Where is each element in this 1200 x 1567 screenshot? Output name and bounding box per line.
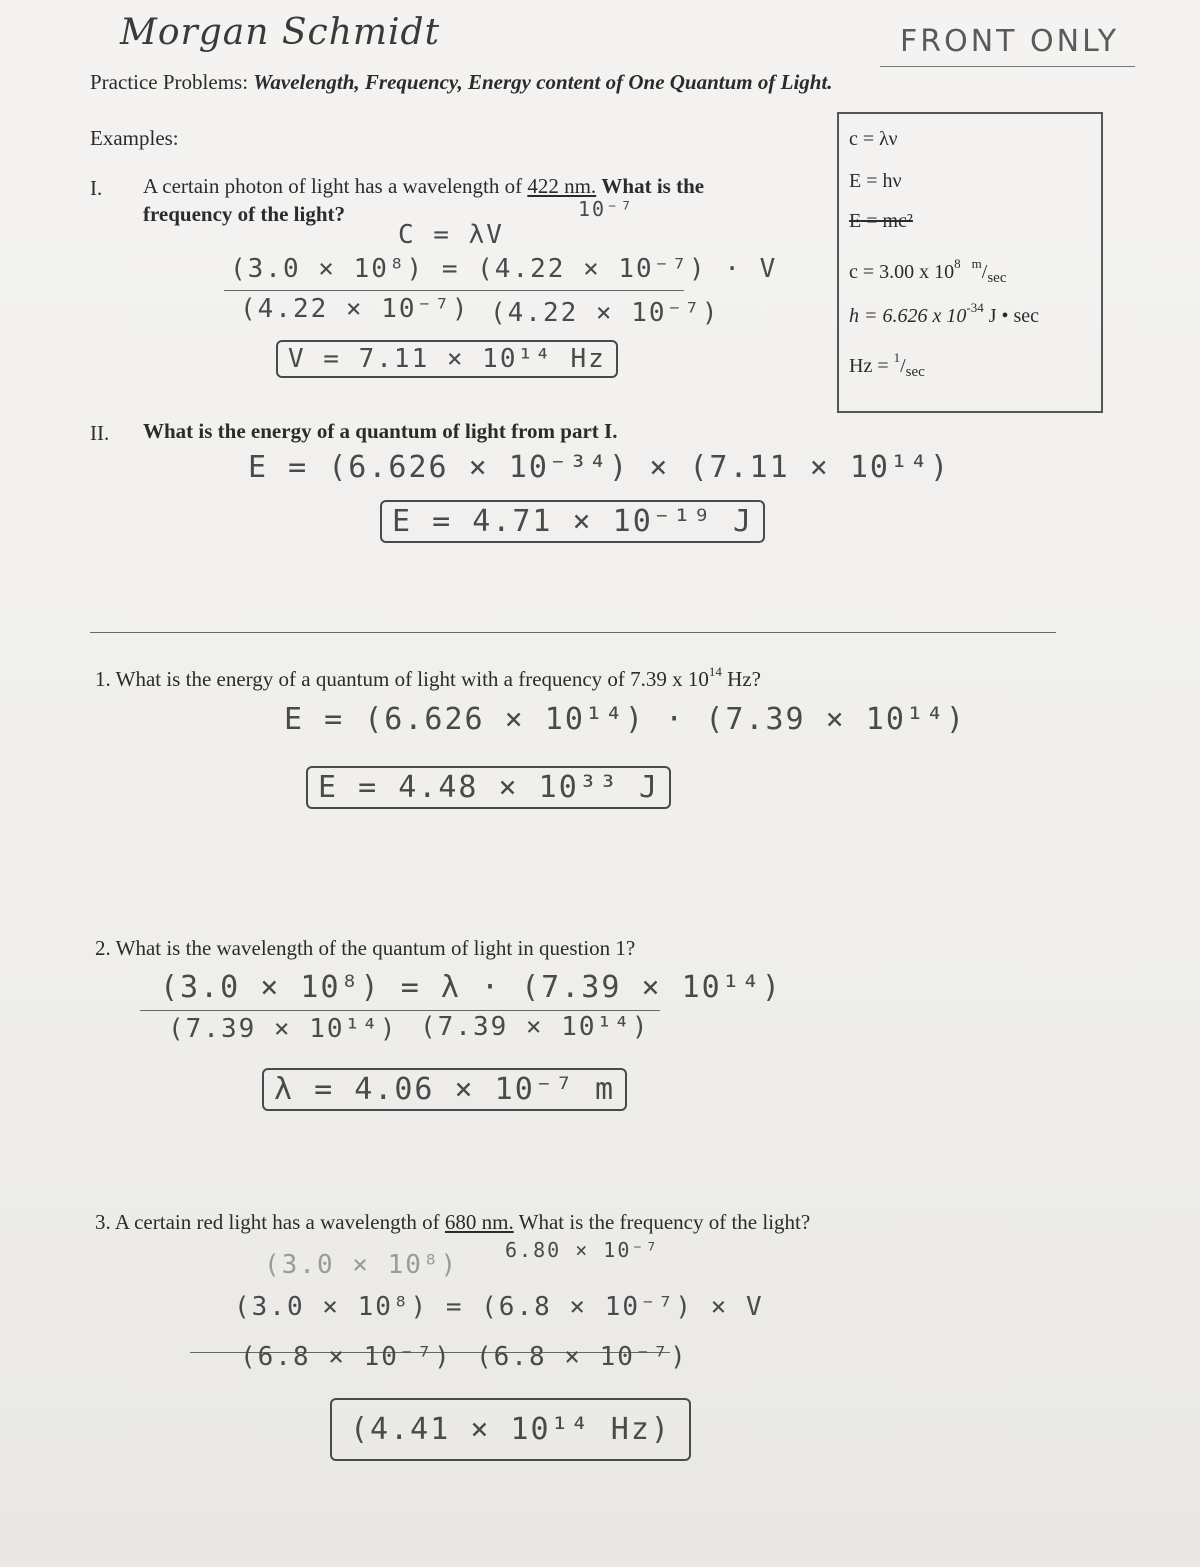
example1-note: 10⁻⁷ <box>578 197 635 221</box>
example1-wavelength-value: 422 nm. <box>527 174 597 198</box>
q3-work-denominator-right: (6.8 × 10⁻⁷) <box>476 1342 688 1372</box>
example1-work-line1: (3.0 × 10⁸) = (4.22 × 10⁻⁷) · V <box>230 254 778 284</box>
q3-work-line1: (3.0 × 10⁸) = (6.8 × 10⁻⁷) × V <box>234 1292 764 1322</box>
q3-wavelength-value: 680 nm. <box>444 1210 514 1234</box>
q1-answer: E = 4.48 × 10³³ J <box>306 766 671 809</box>
q3-answer: (4.41 × 10¹⁴ Hz) <box>330 1398 691 1461</box>
unit-hertz-base: Hz = <box>849 355 889 377</box>
constant-h <box>849 300 1039 328</box>
example1-question-line1 <box>143 174 704 199</box>
title-topic: Wavelength, Frequency, Energy content of One Quantum of Light. <box>253 70 833 94</box>
front-only-note: FRONT ONLY <box>900 24 1120 59</box>
constant-c: c = 3.00 x $10^8$ $^m/_{sec}$ <box>849 256 1007 286</box>
unit-hertz-num: 1 <box>893 350 901 365</box>
example2-numeral: II. <box>90 421 110 445</box>
q2-question: 2. What is the wavelength of the quantum of light in question 1? <box>95 936 636 960</box>
constant-h-exp: -34 <box>966 300 984 315</box>
example2-question: What is the energy of a quantum of light from part I. <box>143 419 618 443</box>
unit-hertz-den: sec <box>905 364 925 380</box>
example1-work-denominator-left: (4.22 × 10⁻⁷) <box>240 294 470 324</box>
example1-fraction-bar <box>224 290 684 291</box>
example1-text-b: What is the <box>601 174 705 198</box>
unit-hertz: $Hz = ^1/_{sec}$ <box>849 350 925 380</box>
formula-mass-energy: E = mc² <box>849 210 913 232</box>
formula-speed-of-light: c = λν <box>849 128 898 150</box>
example1-work-denominator-right: (4.22 × 10⁻⁷) <box>490 298 720 328</box>
q2-work-denominator-right: (7.39 × 10¹⁴) <box>420 1012 650 1042</box>
examples-label: Examples: <box>90 126 179 150</box>
formula-reference-box <box>837 112 1103 413</box>
q1-frequency-unit: Hz? <box>727 667 761 691</box>
section-divider <box>90 632 1056 633</box>
example2-work-line1: E = (6.626 × 10⁻³⁴) × (7.11 × 10¹⁴) <box>248 450 951 485</box>
example1-question-line2: frequency of the light? <box>143 202 346 226</box>
constant-c-unit-den: sec <box>987 270 1007 286</box>
q1-frequency-base: 7.39 x 10 <box>630 667 709 691</box>
q2-fraction-bar <box>140 1010 660 1011</box>
constant-c-base: c = 3.00 x 10 <box>849 261 955 283</box>
q3-work-denominator-left: (6.8 × 10⁻⁷) <box>240 1342 452 1372</box>
example1-text-a: A certain photon of light has a wavelength of <box>143 174 523 198</box>
title-prefix: Practice Problems: <box>90 70 249 94</box>
page-title <box>90 70 833 95</box>
q1-work-line1: E = (6.626 × 10¹⁴) · (7.39 × 10¹⁴) <box>284 702 967 737</box>
q3-text-b: What is the frequency of the light? <box>518 1210 811 1234</box>
formula-photon-energy: E = hν <box>849 170 902 192</box>
q3-text-a: 3. A certain red light has a wavelength of <box>95 1210 440 1234</box>
q3-scratch: (3.0 × 10⁸) <box>264 1250 459 1280</box>
q1-question <box>95 664 761 692</box>
example2-answer: E = 4.71 × 10⁻¹⁹ J <box>380 500 765 543</box>
front-only-underline <box>880 66 1135 67</box>
q2-work-denominator-left: (7.39 × 10¹⁴) <box>168 1014 398 1044</box>
q3-note: 6.80 × 10⁻⁷ <box>505 1238 660 1262</box>
q2-answer: λ = 4.06 × 10⁻⁷ m <box>262 1068 627 1111</box>
constant-c-exp: 8 <box>954 256 961 271</box>
constant-h-unit: J • sec <box>988 305 1040 327</box>
example1-numeral: I. <box>90 176 103 200</box>
q3-question <box>95 1210 810 1235</box>
constant-h-base: h = 6.626 x 10 <box>849 305 967 327</box>
q2-work-line1: (3.0 × 10⁸) = λ · (7.39 × 10¹⁴) <box>160 970 782 1005</box>
example1-formula: C = λV <box>398 220 504 250</box>
constant-c-unit-num: m <box>971 256 982 271</box>
q1-frequency-exp: 14 <box>708 664 722 679</box>
example1-answer: V = 7.11 × 10¹⁴ Hz <box>276 340 618 378</box>
q1-text: 1. What is the energy of a quantum of light with a frequency of <box>95 667 625 691</box>
student-name: Morgan Schmidt <box>120 12 441 53</box>
